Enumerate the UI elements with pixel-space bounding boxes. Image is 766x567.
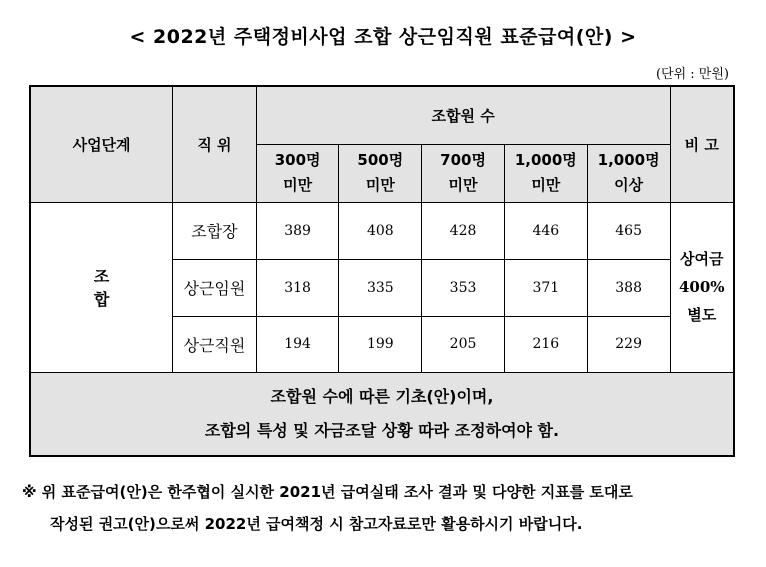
- value-cell: 229: [587, 316, 670, 372]
- header-size-1000-over: 1,000명 이상: [587, 144, 670, 202]
- header-stage: 사업단계: [30, 86, 173, 202]
- position-cell: 상근임원: [173, 259, 257, 316]
- page-title: < 2022년 주택정비사업 조합 상근임직원 표준급여(안) >: [129, 26, 637, 48]
- value-cell: 408: [339, 202, 422, 259]
- header-size-1000-under: 1,000명 미만: [504, 144, 587, 202]
- header-position: 직 위: [173, 86, 257, 202]
- table-footer-note: 조합원 수에 따른 기초(안)이며, 조합의 특성 및 자금조달 상황 따라 조정하여야 함.: [30, 372, 734, 456]
- footer-row: [30, 372, 734, 456]
- footnote-line-2: 작성된 권고(안)으로써 2022년 급여책정 시 참고자료로만 활용하시기 바랍니다.: [50, 515, 583, 533]
- position-cell: 조합장: [173, 202, 257, 259]
- value-cell: 318: [256, 259, 339, 316]
- value-cell: 389: [256, 202, 339, 259]
- header-members: 조합원 수: [256, 86, 670, 144]
- footnote-line-1: ※ 위 표준급여(안)은 한주협이 실시한 2021년 급여실태 조사 결과 및 다양한 지표를 토대로: [22, 483, 633, 501]
- value-cell: 371: [504, 259, 587, 316]
- value-cell: 446: [504, 202, 587, 259]
- header-note: 비 고: [670, 86, 734, 202]
- header-row-1: [30, 86, 734, 144]
- table-row: [30, 202, 734, 259]
- position-cell: 상근직원: [173, 316, 257, 372]
- value-cell: 335: [339, 259, 422, 316]
- value-cell: 353: [422, 259, 505, 316]
- group-label: 조 합: [30, 202, 173, 372]
- footnote: [22, 476, 742, 540]
- header-size-700: 700명 미만: [422, 144, 505, 202]
- value-cell: 194: [256, 316, 339, 372]
- unit-label: (단위 : 만원): [655, 67, 729, 82]
- value-cell: 388: [587, 259, 670, 316]
- value-cell: 216: [504, 316, 587, 372]
- value-cell: 428: [422, 202, 505, 259]
- header-size-500: 500명 미만: [339, 144, 422, 202]
- salary-table: [29, 85, 735, 457]
- value-cell: 205: [422, 316, 505, 372]
- value-cell: 199: [339, 316, 422, 372]
- note-cell: 상여금 400% 별도: [670, 202, 734, 372]
- value-cell: 465: [587, 202, 670, 259]
- header-size-300: 300명 미만: [256, 144, 339, 202]
